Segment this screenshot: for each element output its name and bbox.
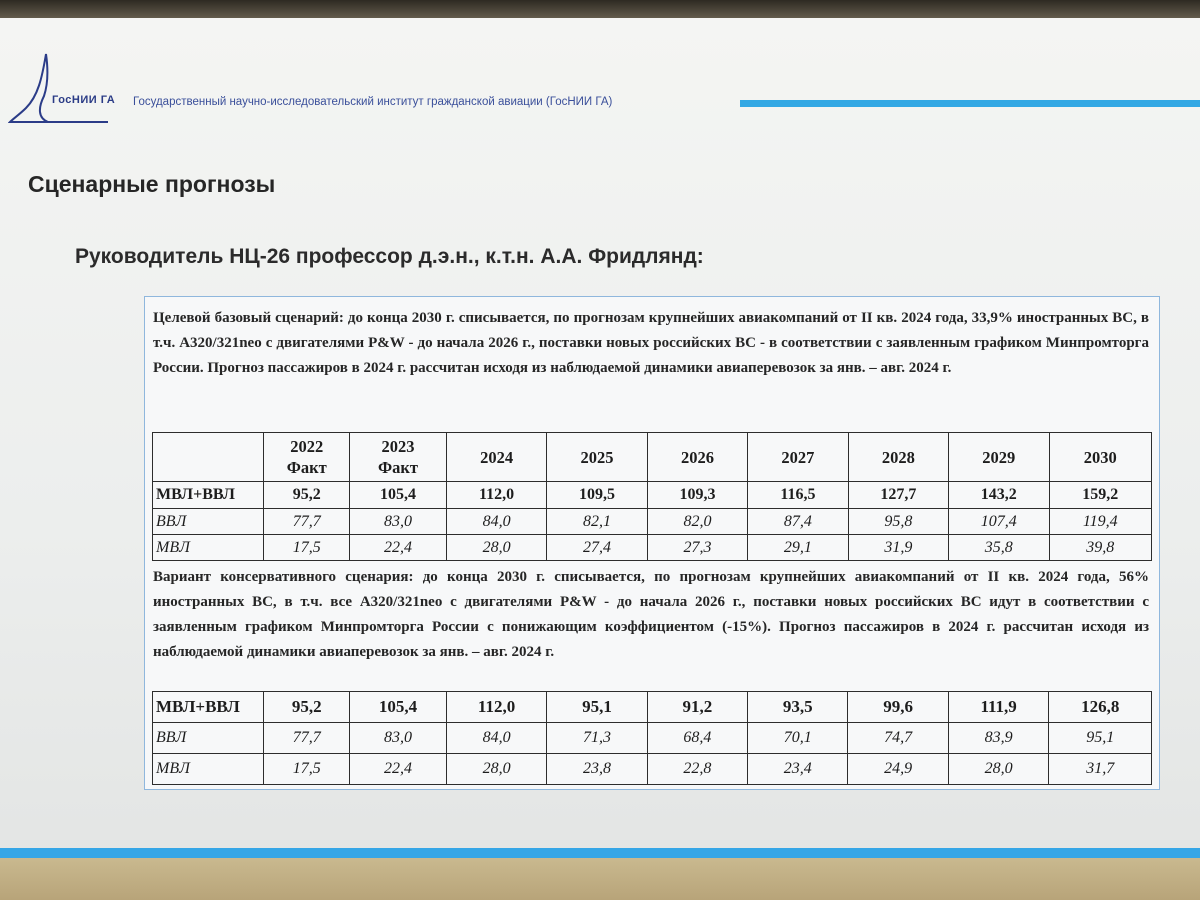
table-cell: 99,6 [848, 692, 948, 723]
table-cell: 82,0 [647, 509, 747, 535]
row-label: МВЛ+ВВЛ [153, 482, 264, 509]
desk-area [0, 858, 1200, 900]
table-cell: 82,1 [547, 509, 647, 535]
table-cell: 27,3 [647, 535, 747, 561]
table-cell: 28,0 [446, 754, 547, 785]
base-scenario-table [152, 432, 1152, 561]
row-label: МВЛ+ВВЛ [153, 692, 264, 723]
table-cell: 77,7 [264, 723, 350, 754]
table-cell: 95,1 [1049, 723, 1152, 754]
row-label: МВЛ [153, 535, 264, 561]
table-cell: 17,5 [264, 535, 350, 561]
table-cell: 83,0 [350, 723, 447, 754]
column-header [153, 433, 264, 482]
table-cell: 107,4 [949, 509, 1049, 535]
column-header: 2024 [446, 433, 546, 482]
table-cell: 83,0 [350, 509, 447, 535]
table-cell: 105,4 [350, 692, 447, 723]
table-cell: 24,9 [848, 754, 948, 785]
column-header: 2027 [748, 433, 848, 482]
table-cell: 35,8 [949, 535, 1049, 561]
table-cell: 83,9 [948, 723, 1049, 754]
slide [0, 18, 1200, 868]
table-cell: 105,4 [350, 482, 447, 509]
row-label: ВВЛ [153, 723, 264, 754]
table-cell: 109,3 [647, 482, 747, 509]
table-cell: 159,2 [1049, 482, 1151, 509]
table-cell: 22,4 [350, 535, 447, 561]
table-cell: 116,5 [748, 482, 848, 509]
table-cell: 119,4 [1049, 509, 1151, 535]
column-header: 2029 [949, 433, 1049, 482]
column-header: 2028 [848, 433, 948, 482]
table-cell: 95,8 [848, 509, 948, 535]
table-cell: 27,4 [547, 535, 647, 561]
table-cell: 22,8 [647, 754, 747, 785]
table-cell: 71,3 [547, 723, 647, 754]
table-row [153, 723, 1152, 754]
table-header-row [153, 433, 1152, 482]
table-cell: 111,9 [948, 692, 1049, 723]
table-cell: 17,5 [264, 754, 350, 785]
table-cell: 39,8 [1049, 535, 1151, 561]
column-header: 2030 [1049, 433, 1151, 482]
table-cell: 126,8 [1049, 692, 1152, 723]
table-cell: 143,2 [949, 482, 1049, 509]
table-cell: 31,9 [848, 535, 948, 561]
table-cell: 95,2 [264, 482, 350, 509]
table-row [153, 482, 1152, 509]
table-cell: 84,0 [446, 509, 546, 535]
conservative-scenario-table [152, 691, 1152, 785]
table-cell: 70,1 [748, 723, 848, 754]
table-cell: 84,0 [446, 723, 547, 754]
column-header: 2022 Факт [264, 433, 350, 482]
page-title: Сценарные прогнозы [28, 171, 276, 197]
column-header: 2025 [547, 433, 647, 482]
table-cell: 109,5 [547, 482, 647, 509]
header-accent-line [740, 100, 1200, 107]
table-cell: 22,4 [350, 754, 447, 785]
table-cell: 23,4 [748, 754, 848, 785]
table-cell: 95,2 [264, 692, 350, 723]
table-row [153, 535, 1152, 561]
table-row [153, 509, 1152, 535]
table-cell: 77,7 [264, 509, 350, 535]
row-label: ВВЛ [153, 509, 264, 535]
table-cell: 29,1 [748, 535, 848, 561]
logo-text: ГосНИИ ГА [52, 94, 116, 106]
page-subtitle: Руководитель НЦ-26 профессор д.э.н., к.т.н. А.А. Фридлянд: [75, 245, 704, 268]
column-header: 2026 [647, 433, 747, 482]
table-cell: 74,7 [848, 723, 948, 754]
table-cell: 31,7 [1049, 754, 1152, 785]
table-cell: 87,4 [748, 509, 848, 535]
table-row [153, 692, 1152, 723]
table-cell: 112,0 [446, 482, 546, 509]
institute-name: Государственный научно-исследовательский институт гражданской авиации (ГосНИИ ГА) [133, 96, 613, 108]
scenario-box [144, 296, 1160, 790]
row-label: МВЛ [153, 754, 264, 785]
conservative-scenario-text: Вариант консервативного сценария: до конца 2030 г. списывается, по прогнозам крупнейших авиакомпаний от II кв. 2024 года, 56% иностранных ВС, в т.ч. все А320/321neo с двигателями P&W - до начала 2026 г., поставки новых российских ВС идут в соответствии с заявленным графиком Минпромторга России с понижающим коэффициентом (-15%). Прогноз пассажиров в 2024 г. рассчитан исходя из наблюдаемой динамики авиаперевозок за янв. – авг. 2024 г. [153, 569, 1149, 660]
table-cell: 28,0 [948, 754, 1049, 785]
table-row [153, 754, 1152, 785]
table-cell: 95,1 [547, 692, 647, 723]
table-cell: 28,0 [446, 535, 546, 561]
table-cell: 93,5 [748, 692, 848, 723]
table-cell: 112,0 [446, 692, 547, 723]
plane-logo-icon [8, 48, 118, 138]
table-cell: 68,4 [647, 723, 747, 754]
base-scenario-text: Целевой базовый сценарий: до конца 2030 г. списывается, по прогнозам крупнейших авиакомпаний от II кв. 2024 года, 33,9% иностранных ВС, в т.ч. А320/321neo с двигателями P&W - до начала 2026 г., поставки новых российских ВС - в соответствии с заявленным графиком Минпромторга России. Прогноз пассажиров в 2024 г. рассчитан исходя из наблюдаемой динамики авиаперевозок за янв. – авг. 2024 г. [153, 310, 1149, 376]
column-header: 2023 Факт [350, 433, 447, 482]
table-cell: 91,2 [647, 692, 747, 723]
table-cell: 23,8 [547, 754, 647, 785]
table-cell: 127,7 [848, 482, 948, 509]
